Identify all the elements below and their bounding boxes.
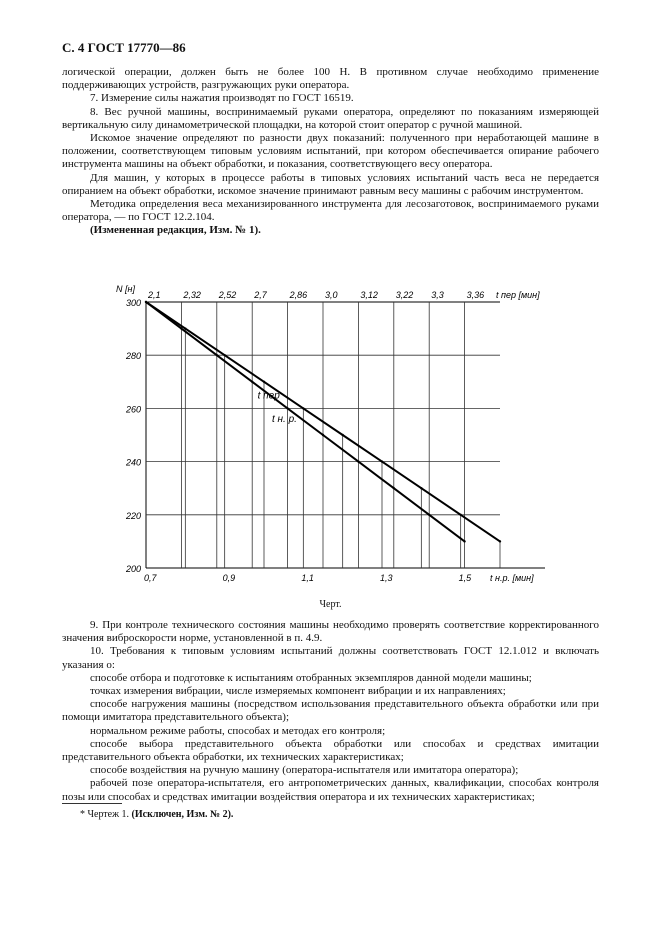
- top-axis-tick-label: 2,7: [254, 290, 267, 300]
- list-item: рабочей позе оператора-испытателя, его антропометрических данных, квалификации, способах контроля позы или способах и средствах имитации воздействия оператора и их технических характеристиках;: [62, 777, 599, 803]
- paragraph: логической операции, должен быть не более 100 Н. В противном случае необходимо применение поддерживающих устройств, разгружающих руки оператора.: [62, 66, 599, 92]
- top-axis-tick-label: 3,22: [395, 290, 414, 300]
- point-t-np: [223, 354, 225, 356]
- series-label-t-np: t н. р.: [272, 413, 297, 425]
- bottom-axis-tick-label: 0,7: [144, 573, 157, 583]
- point-t-per: [286, 407, 288, 409]
- bottom-axis-tick-label: 0,9: [222, 573, 236, 583]
- footnote: [80, 809, 233, 820]
- point-t-np: [184, 327, 186, 329]
- point-t-per: [251, 381, 253, 383]
- paragraph: 8. Вес ручной машины, воспринимаемый руками оператора, определяют по показаниям измеряющей вертикальную силу динамометрической площадки, на которой стоит оператор с ручной машиной.: [62, 105, 599, 131]
- y-tick-label: 200: [125, 564, 141, 574]
- point-t-per: [428, 514, 430, 516]
- bottom-axis-label: t н.р. [мин]: [490, 573, 534, 583]
- y-tick-label: 220: [125, 510, 141, 521]
- curve-t-per: [146, 302, 465, 541]
- footnote-note: (Исключен, Изм. № 2).: [131, 809, 234, 820]
- y-tick-label: 300: [125, 298, 141, 308]
- point-t-np: [302, 407, 304, 409]
- top-axis-tick-label: 2,32: [183, 290, 201, 300]
- y-tick-label: 280: [125, 351, 141, 362]
- top-axis-tick-label: 3,3: [431, 290, 444, 300]
- paragraph: 7. Измерение силы нажатия производят по ГОСТ 16519.: [90, 92, 354, 105]
- paragraph: 9. При контроле технического состояния машины необходимо проверять соответствие корректированного значения виброскорости норме, установленной в п. 4.9.: [62, 619, 599, 645]
- point-t-np: [341, 434, 343, 436]
- list-item: способе отбора и подготовке к испытаниям отобранных экземпляров данной модели машины;: [90, 671, 532, 684]
- point-t-per: [180, 327, 182, 329]
- point-t-per: [322, 434, 324, 436]
- top-axis-tick-label: 2,86: [289, 290, 308, 300]
- series-label-t-per: t пер: [257, 390, 280, 402]
- top-axis-tick-label: 2,52: [218, 290, 237, 300]
- paragraph: 10. Требования к типовым условиям испытаний должны соответствовать ГОСТ 12.1.012 и включать указания о:: [62, 645, 599, 671]
- list-item: способе выбора представительного объекта обработки или способах и средствах имитации представительного объекта обработки, их технических характеристиках;: [62, 737, 599, 764]
- point-t-per: [216, 354, 218, 356]
- point-t-np: [459, 514, 461, 516]
- list-item: нормальном режиме работы, способах и методах его контроля;: [90, 724, 386, 737]
- top-axis-tick-label: 3,12: [360, 290, 378, 300]
- y-tick-label: 260: [125, 404, 141, 415]
- y-tick-label: 240: [125, 457, 141, 468]
- paragraph: Для машин, у которых в процессе работы в типовых условиях испытаний часть веса не передается опиранием на объект обработки, искомое значение принимают равным весу машины с рабочим инструментом.: [62, 171, 599, 197]
- top-axis-tick-label: 3,36: [466, 290, 485, 300]
- point-t-per: [393, 487, 395, 489]
- top-axis-tick-label: 2,1: [148, 290, 161, 300]
- amendment-note: (Измененная редакция, Изм. № 1).: [90, 224, 261, 237]
- list-item: точках измерения вибрации, числе измеряемых компонент вибрации и их направлениях;: [90, 685, 506, 698]
- paragraph: Методика определения веса механизированного инструмента для лесозаготовок, воспринимаемого руками оператора, — по ГОСТ 12.2.104.: [62, 198, 599, 224]
- chart: [100, 270, 560, 590]
- point-t-np: [499, 540, 501, 542]
- y-axis-label: N [н]: [116, 284, 135, 294]
- footnote-divider: [62, 803, 122, 804]
- point-t-np: [420, 487, 422, 489]
- point-t-per: [463, 540, 465, 542]
- top-axis-tick-label: 3,0: [325, 290, 338, 300]
- bottom-axis-tick-label: 1,5: [458, 573, 472, 583]
- list-item: способе нагружения машины (посредством использования представительного объекта обработки или при помощи имитатора представительного объекта);: [62, 698, 599, 724]
- point-t-per: [357, 460, 359, 462]
- top-axis-label: t пер [мин]: [496, 290, 540, 300]
- paragraph: Искомое значение определяют по разности двух показаний: полученного при неработающей машине в положении, соответствующем типовым условиям испытаний, при котором обеспечивается опирание рабочего инструмента машины на объект обработки, и показания, соответствующего весу оператора.: [62, 132, 599, 171]
- point-t-np: [381, 460, 383, 462]
- point-t-np: [263, 381, 265, 383]
- bottom-axis-tick-label: 1,3: [380, 573, 393, 583]
- chart-caption: Черт.: [319, 599, 342, 610]
- bottom-text-block: [62, 619, 599, 804]
- footnote-prefix: * Чертеж 1.: [80, 809, 130, 820]
- list-item: способе воздействия на ручную машину (оператора-испытателя или имитатора оператора);: [90, 764, 519, 777]
- bottom-axis-tick-label: 1,1: [301, 573, 314, 583]
- point-t-np: [145, 301, 147, 303]
- top-text-block: [62, 66, 599, 238]
- page-header: С. 4 ГОСТ 17770—86: [62, 40, 186, 55]
